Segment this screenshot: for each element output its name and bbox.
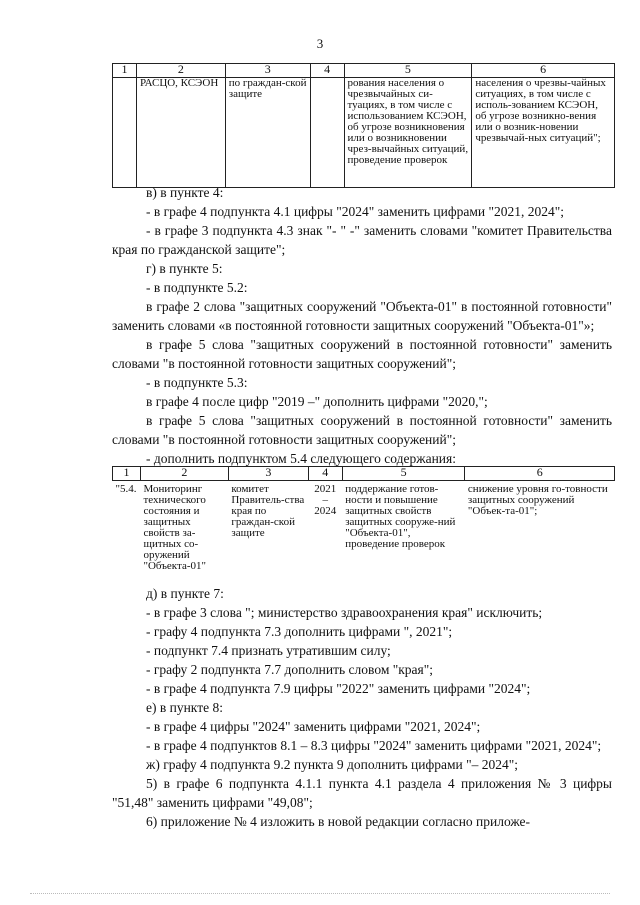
column-number: 3 [228,467,308,481]
paragraph: г) в пункте 5: [146,261,223,276]
table-header-row [113,64,615,78]
paragraph: - в графе 4 подпунктов 8.1 – 8.3 цифры "2024" заменить цифрами "2021, 2024"; [146,738,602,753]
table-header-row [113,467,615,481]
paragraph: - подпункт 7.4 признать утратившим силу; [146,643,391,658]
paragraph: - графу 2 подпункта 7.7 дополнить словом "края"; [146,662,434,677]
paragraph: в графе 5 слова "защитных сооружений в постоянной готовности" заменить словами "в постоянной готовности защитных сооружений"; [112,337,612,371]
table-cell: снижение уровня го-товности защитных сооружений "Объек-та-01"; [467,483,608,517]
table-cell [310,78,344,188]
amendments-block-1 [112,183,612,468]
table-cell: "5.4. [115,483,137,495]
paragraph: ж) графу 4 подпункта 9.2 пункта 9 дополнить цифрами "– 2024"; [146,757,519,772]
table-cell: поддержание готов-ности и повышение защитных свойств защитных сооруже-ний "Объекта-01", проведение проверок [345,483,456,550]
column-number: 6 [465,467,615,481]
table-cell: 2021 – 2024 [314,483,337,517]
column-number: 5 [342,467,465,481]
paragraph: - в графе 4 подпункта 7.9 цифры "2022" заменить цифрами "2024"; [146,681,531,696]
paragraph: - в подпункте 5.2: [146,280,248,295]
subitem-5-4-table [112,466,615,573]
amendments-block-2 [112,584,612,831]
column-number: 4 [308,467,342,481]
footer-dotted-line [30,893,610,894]
paragraph: в графе 5 слова "защитных сооружений в постоянной готовности" заменить словами "в постоянной готовности защитных сооружений"; [112,413,612,447]
paragraph: - дополнить подпунктом 5.4 следующего содержания: [146,451,456,466]
paragraph: 5) в графе 6 подпункта 4.1.1 пункта 4.1 раздела 4 приложения № 3 цифры "51,48" заменить цифрами "49,08"; [112,776,612,810]
paragraph: - в графе 4 подпункта 4.1 цифры "2024" заменить цифрами "2021, 2024"; [146,204,564,219]
paragraph: - в графе 4 цифры "2024" заменить цифрами "2021, 2024"; [146,719,481,734]
table-cell: Мониторинг технического состояния и защитных свойств за-щитных со-оружений "Объекта-01" [143,483,206,572]
paragraph: 6) приложение № 4 изложить в новой редакции согласно приложе- [146,814,531,829]
paragraph: - в подпункте 5.3: [146,375,248,390]
column-number: 2 [136,64,225,78]
table-cell [113,78,137,188]
table-cell: по граждан-ской защите [225,78,310,188]
paragraph: в графе 4 после цифр "2019 –" дополнить цифрами "2020,"; [146,394,488,409]
column-number: 2 [140,467,228,481]
paragraph: в) в пункте 4: [146,185,224,200]
paragraph: - графу 4 подпункта 7.3 дополнить цифрами ", 2021"; [146,624,453,639]
paragraph: в графе 2 слова "защитных сооружений "Объекта-01" в постоянной готовности" заменить словами «в постоянной готовности защитных сооружений "Объекта-01"»; [112,299,612,333]
column-number: 4 [310,64,344,78]
program-table-continuation [112,63,615,188]
table-cell: населения о чрезвы-чайных ситуациях, в том числе с исполь-зованием КСЭОН, об угрозе возникно-вения или о возник-новении чрезвычай-ных ситуаций"; [472,78,615,188]
column-number: 1 [113,64,137,78]
page-number: 3 [316,36,324,51]
paragraph: е) в пункте 8: [146,700,223,715]
paragraph: - в графе 3 слова "; министерство здравоохранения края" исключить; [146,605,543,620]
column-number: 3 [225,64,310,78]
table-cell: РАСЦО, КСЭОН [136,78,225,188]
column-number: 6 [472,64,615,78]
table-cell: рования населения о чрезвычайных си-туациях, в том числе с использованием КСЭОН, об угрозе возникновения или о возникновении чрез-вычайных ситуаций, проведение проверок [344,78,472,188]
table-row [113,481,615,573]
column-number: 5 [344,64,472,78]
paragraph: д) в пункте 7: [146,586,224,601]
column-number: 1 [113,467,141,481]
paragraph: - в графе 3 подпункта 4.3 знак "- " -" заменить словами "комитет Правительства края по гражданской защите"; [112,223,612,257]
table-row [113,78,615,188]
table-cell: комитет Правитель-ства края по граждан-ской защите [231,483,305,539]
